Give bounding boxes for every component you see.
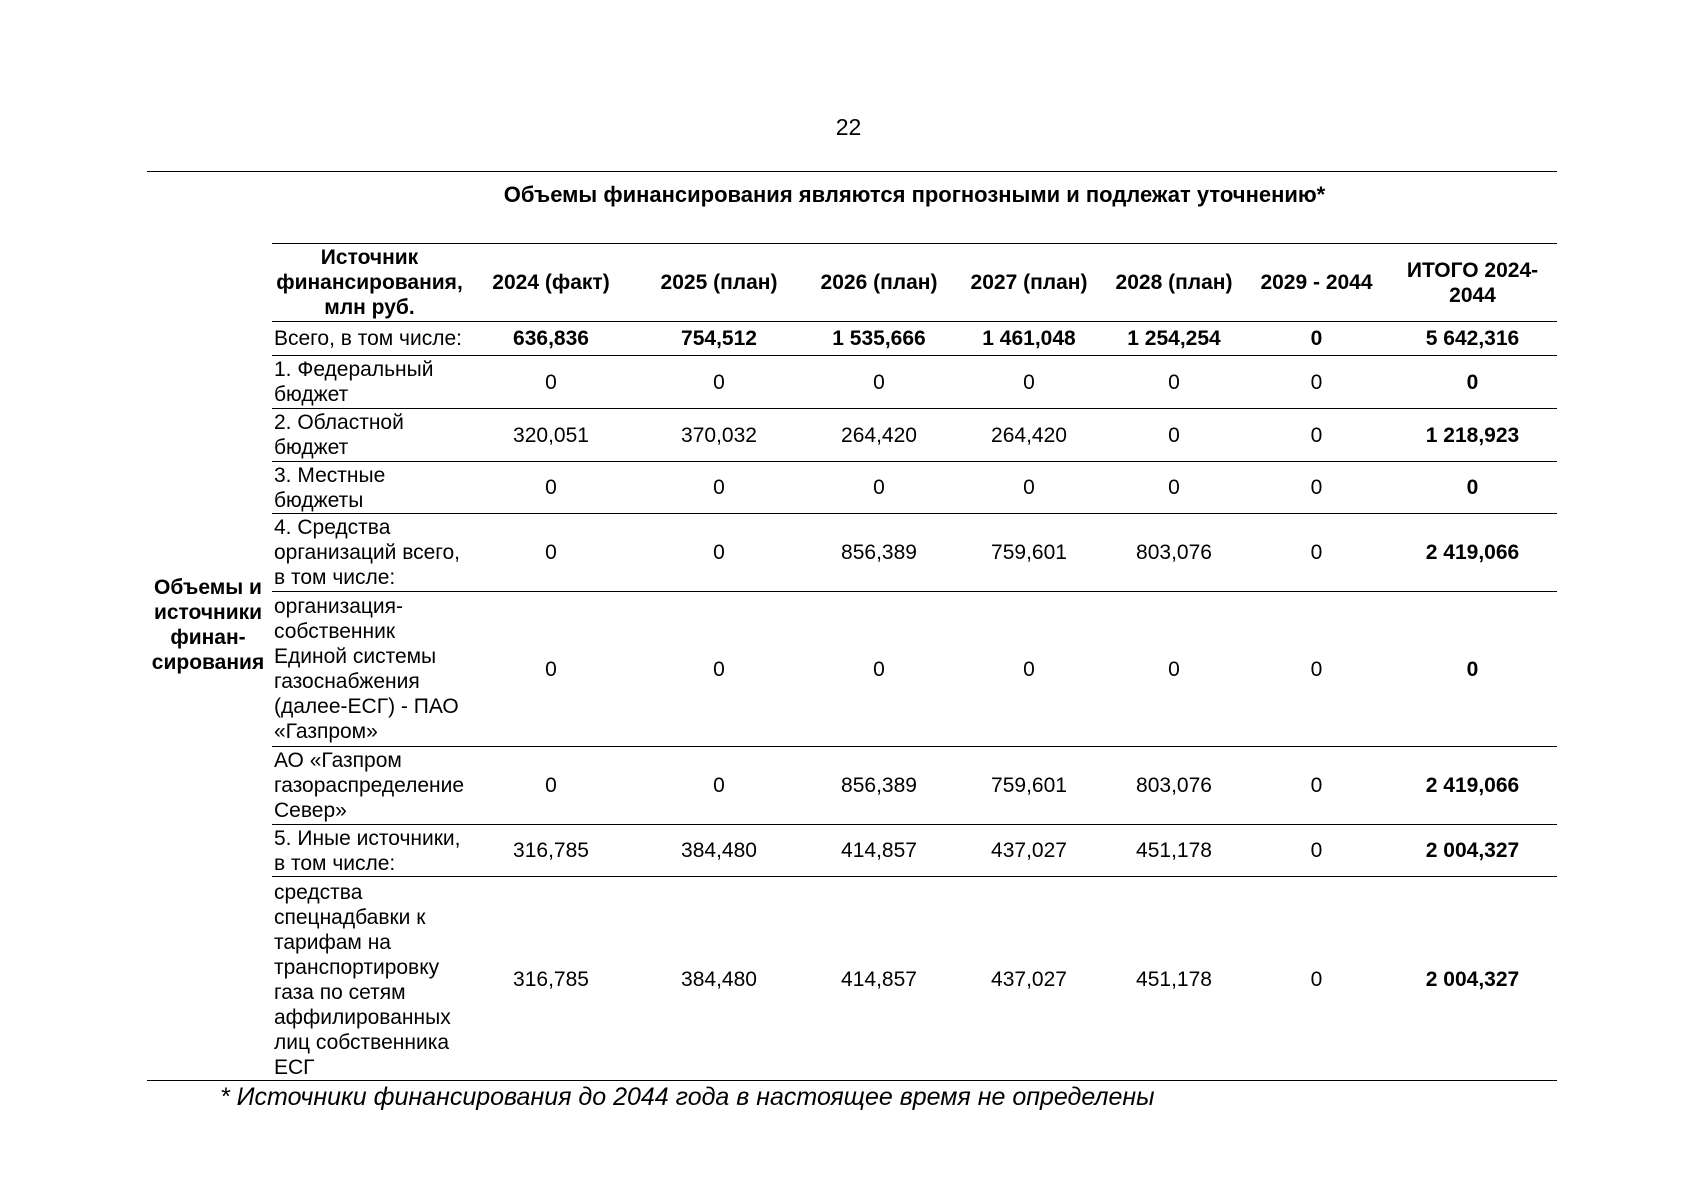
table-cell: 0 bbox=[1245, 592, 1388, 747]
table-cell: 856,389 bbox=[803, 747, 955, 825]
table-cell: 0 bbox=[1388, 592, 1557, 747]
table-row bbox=[272, 747, 1557, 825]
table-cell: 0 bbox=[1388, 462, 1557, 514]
table-cell: 451,178 bbox=[1136, 968, 1212, 992]
table-cell: 0 bbox=[803, 356, 955, 409]
table-cell: 0 bbox=[635, 514, 803, 592]
table-cell: 754,512 bbox=[635, 322, 803, 356]
table-cell: 0 bbox=[955, 592, 1103, 747]
table-cell: 384,480 bbox=[681, 968, 757, 992]
table-cell: 803,076 bbox=[1103, 747, 1245, 825]
table-cell: 320,051 bbox=[467, 409, 635, 462]
table-cell: 5 642,316 bbox=[1388, 322, 1557, 356]
section-label bbox=[147, 575, 269, 675]
column-header: 2024 (факт) bbox=[467, 244, 635, 322]
financing-table bbox=[272, 243, 1557, 1083]
row-label: 5. Иные источники, в том числе: bbox=[272, 825, 467, 877]
table-cell: 0 bbox=[803, 462, 955, 514]
column-header: 2029 - 2044 bbox=[1245, 244, 1388, 322]
table-header-row bbox=[272, 244, 1557, 322]
table-cell: 2 004,327 bbox=[1425, 968, 1520, 992]
row-label: 3. Местные бюджеты bbox=[272, 462, 467, 514]
table-cell: 0 bbox=[635, 462, 803, 514]
row-label: 1. Федеральный бюджет bbox=[272, 356, 467, 409]
page-number: 22 bbox=[835, 114, 862, 140]
table-cell: 0 bbox=[1310, 968, 1323, 992]
table-cell: 0 bbox=[1245, 462, 1388, 514]
table-cell: 1 254,254 bbox=[1103, 322, 1245, 356]
table-cell: 2 004,327 bbox=[1388, 825, 1557, 877]
table-cell: 856,389 bbox=[803, 514, 955, 592]
row-label: организация-собственник Единой системы газоснабжения (далее-ЕСГ) - ПАО «Газпром» bbox=[272, 592, 467, 747]
table-cell: 437,027 bbox=[955, 825, 1103, 877]
table-cell: 0 bbox=[1245, 747, 1388, 825]
table-cell: 0 bbox=[803, 592, 955, 747]
table-cell: 0 bbox=[467, 592, 635, 747]
table-row bbox=[272, 356, 1557, 409]
table-cell: 1 218,923 bbox=[1388, 409, 1557, 462]
table-cell: 1 535,666 bbox=[803, 322, 955, 356]
table-cell: 759,601 bbox=[955, 514, 1103, 592]
table-cell: 0 bbox=[955, 462, 1103, 514]
table-cell: 414,857 bbox=[841, 968, 917, 992]
table-cell: 0 bbox=[1245, 514, 1388, 592]
table-cell: 2 419,066 bbox=[1388, 747, 1557, 825]
table-cell: 0 bbox=[467, 356, 635, 409]
table-cell: 1 461,048 bbox=[955, 322, 1103, 356]
table-row bbox=[272, 592, 1557, 747]
table-row bbox=[272, 409, 1557, 462]
table-cell: 384,480 bbox=[635, 825, 803, 877]
table-cell: 0 bbox=[1245, 322, 1388, 356]
column-header: 2026 (план) bbox=[803, 244, 955, 322]
table-cell: 316,785 bbox=[467, 825, 635, 877]
table-cell: 0 bbox=[1103, 592, 1245, 747]
table-row bbox=[272, 514, 1557, 592]
table-cell: 414,857 bbox=[803, 825, 955, 877]
column-header: 2028 (план) bbox=[1103, 244, 1245, 322]
top-rule bbox=[147, 171, 1557, 172]
table-cell: 0 bbox=[955, 356, 1103, 409]
table-cell: 0 bbox=[635, 592, 803, 747]
table-cell: 264,420 bbox=[955, 409, 1103, 462]
section-label-line: сирования bbox=[151, 651, 265, 674]
table-cell: 0 bbox=[635, 356, 803, 409]
table-cell: 0 bbox=[1388, 356, 1557, 409]
table-cell: 759,601 bbox=[955, 747, 1103, 825]
table-cell: 0 bbox=[467, 747, 635, 825]
table-row bbox=[272, 322, 1557, 356]
section-label-line: финан- bbox=[170, 626, 246, 649]
row-label: 4. Средства организаций всего, в том числе: bbox=[272, 514, 467, 592]
section-label-line: источники bbox=[153, 601, 263, 624]
column-header: 2025 (план) bbox=[635, 244, 803, 322]
table-row bbox=[272, 825, 1557, 877]
table-cell: 0 bbox=[1245, 356, 1388, 409]
section-label-line: Объемы и bbox=[154, 576, 262, 599]
table-cell: 0 bbox=[1103, 356, 1245, 409]
row-label: средства спецнадбавки к тарифам на транспортировку газа по сетям аффилированных лиц собственника ЕСГ bbox=[274, 880, 451, 1079]
row-label: АО «Газпром газораспределение Север» bbox=[272, 747, 467, 825]
table-row bbox=[272, 877, 1557, 1083]
column-header: 2027 (план) bbox=[955, 244, 1103, 322]
table-cell: 0 bbox=[1245, 409, 1388, 462]
table-cell: 0 bbox=[1103, 409, 1245, 462]
column-header: Источник финансирования, млн руб. bbox=[272, 244, 467, 322]
table-cell: 437,027 bbox=[991, 968, 1067, 992]
table-cell: 636,836 bbox=[467, 322, 635, 356]
row-label: 2. Областной бюджет bbox=[272, 409, 467, 462]
table-cell: 2 419,066 bbox=[1388, 514, 1557, 592]
row-label: Всего, в том числе: bbox=[272, 322, 467, 356]
column-header: ИТОГО 2024-2044 bbox=[1388, 244, 1557, 322]
footnote: * Источники финансирования до 2044 года в настоящее время не определены bbox=[220, 1083, 1155, 1111]
financing-notice: Объемы финансирования являются прогнозными и подлежат уточнению* bbox=[503, 182, 1326, 207]
table-cell: 0 bbox=[635, 747, 803, 825]
table-cell: 370,032 bbox=[635, 409, 803, 462]
table-cell: 264,420 bbox=[803, 409, 955, 462]
table-row bbox=[272, 462, 1557, 514]
table-cell: 451,178 bbox=[1103, 825, 1245, 877]
table-cell: 316,785 bbox=[513, 968, 589, 992]
table-cell: 0 bbox=[467, 462, 635, 514]
table-cell: 0 bbox=[1103, 462, 1245, 514]
table-cell: 0 bbox=[467, 514, 635, 592]
table-cell: 803,076 bbox=[1103, 514, 1245, 592]
table-cell: 0 bbox=[1245, 825, 1388, 877]
bottom-rule bbox=[147, 1080, 1557, 1081]
